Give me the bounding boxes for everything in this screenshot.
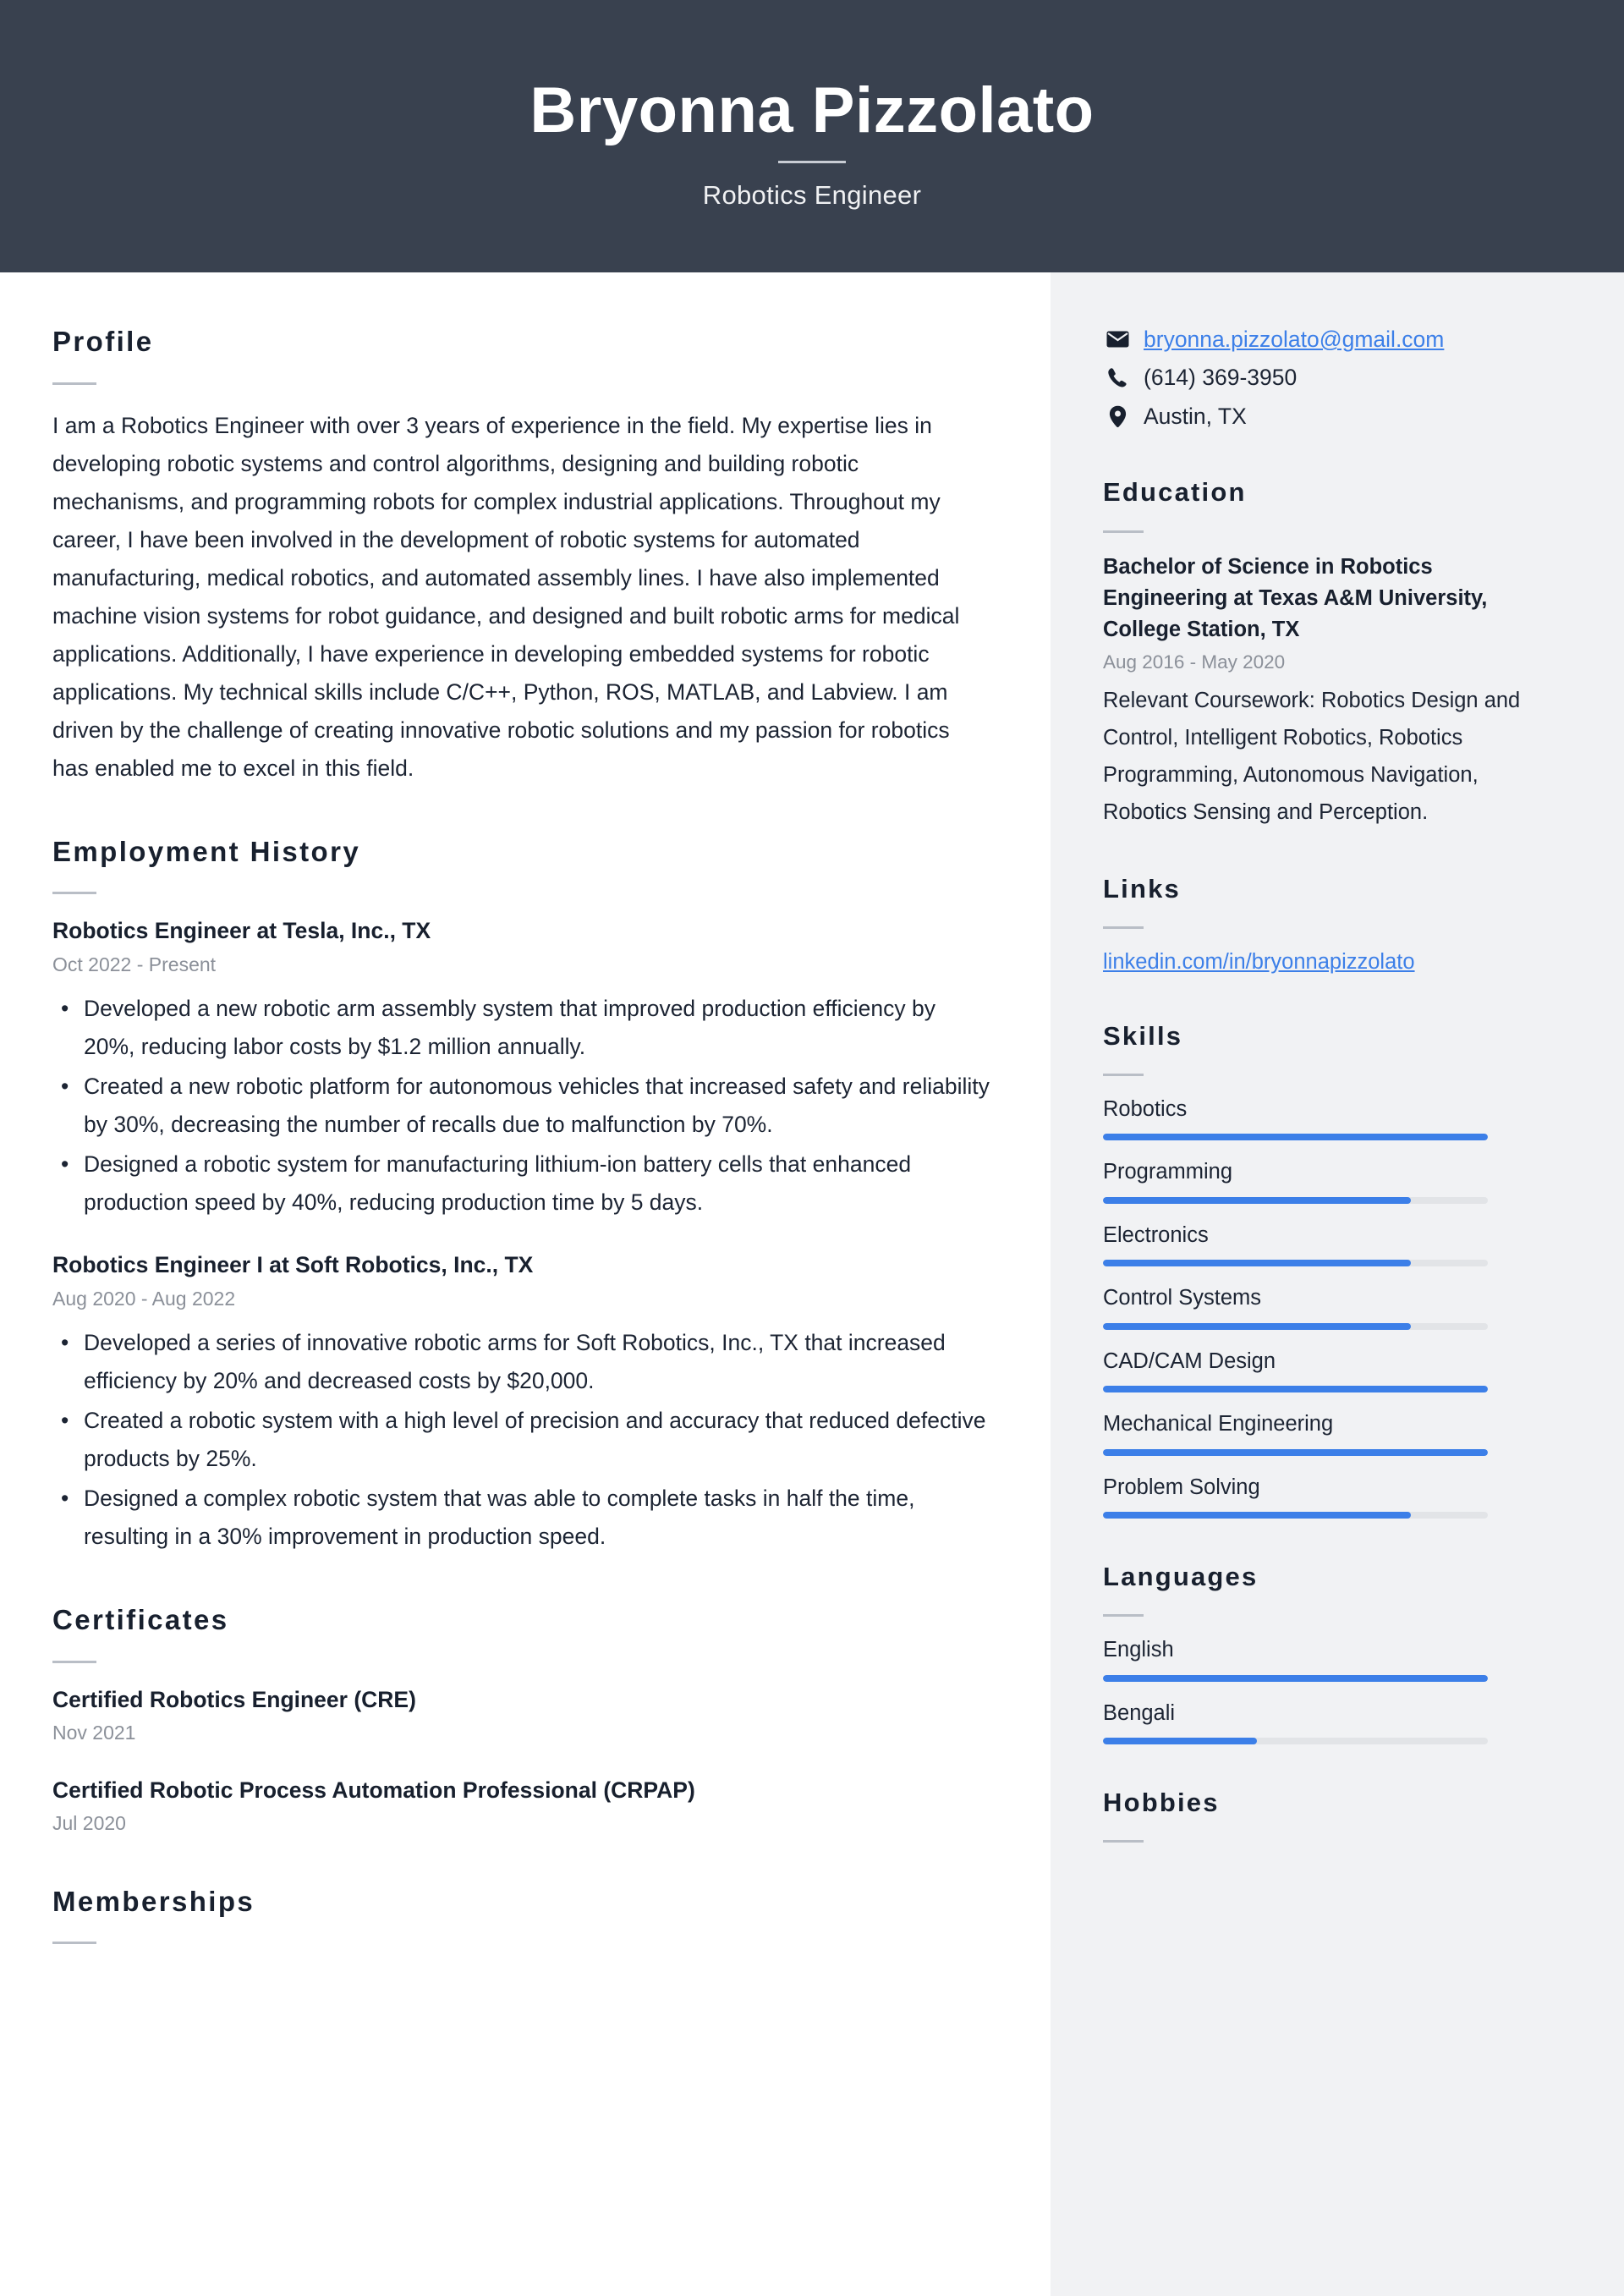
skill-item: [1103, 1221, 1548, 1266]
skill-label: CAD/CAM Design: [1103, 1348, 1276, 1373]
language-item: [1103, 1699, 1548, 1744]
location-pin-icon: [1103, 405, 1132, 428]
contact-email-value[interactable]: bryonna.pizzolato@gmail.com: [1144, 327, 1445, 352]
section-skills: [1103, 1020, 1548, 1519]
section-divider: [1103, 1074, 1144, 1076]
section-memberships: [52, 1885, 990, 1945]
employment-history-heading: Employment History: [52, 835, 361, 867]
language-label: Bengali: [1103, 1700, 1176, 1725]
skill-bar-track: [1103, 1449, 1488, 1456]
language-bar-fill: [1103, 1675, 1488, 1682]
skill-item: [1103, 1157, 1548, 1203]
section-divider: [1103, 1840, 1144, 1843]
section-education: [1103, 476, 1548, 831]
contact-details: [1103, 325, 1548, 431]
language-label: English: [1103, 1638, 1174, 1662]
profile-text: I am a Robotics Engineer with over 3 years of experience in the field. My expertise lies in developing robotic systems and control algorithms, designing and building robotic mechanisms, and programming robots for complex industrial applications. Throughout my career, I have been involved in the development of robotic systems for automated manufacturing, medical robotics, and automated assembly lines. I have also implemented machine vision systems for robot guidance, and designed and built robotic arms for medical applications. Additionally, I have experience in developing embedded systems for robotic applications. My technical skills include C/C++, Python, ROS, MATLAB, and Labview. I am driven by the challenge of creating innovative robotic solutions and my passion for robotics has enabled me to excel in this field.: [52, 412, 960, 781]
section-divider: [1103, 926, 1144, 929]
employment-bullet: • Created a robotic system with a high level of precision and accuracy that reduced defective products by 25%.: [52, 1402, 990, 1478]
skill-bar-fill: [1103, 1449, 1488, 1456]
section-divider: [52, 1942, 96, 1944]
certificate-date: Jul 2020: [52, 1812, 126, 1835]
employment-date: Oct 2022 - Present: [52, 953, 217, 975]
section-hobbies: [1103, 1787, 1548, 1843]
phone-icon: [1103, 367, 1132, 388]
job-title-subtitle: Robotics Engineer: [702, 180, 922, 211]
section-employment-history: [52, 835, 990, 1557]
skill-bar-track: [1103, 1512, 1488, 1519]
main-column: [0, 272, 1051, 2296]
skills-heading: Skills: [1103, 1020, 1183, 1051]
certificate-title: Certified Robotics Engineer (CRE): [52, 1686, 416, 1712]
skill-bar-fill: [1103, 1197, 1411, 1204]
link-linkedin[interactable]: linkedin.com/in/bryonnapizzolato: [1103, 950, 1415, 975]
skill-bar-track: [1103, 1323, 1488, 1330]
certificate-item: [52, 1685, 990, 1747]
languages-heading: Languages: [1103, 1562, 1259, 1592]
skill-label: Robotics: [1103, 1097, 1188, 1122]
skill-item: [1103, 1347, 1548, 1392]
hobbies-heading: Hobbies: [1103, 1788, 1220, 1818]
skill-label: Mechanical Engineering: [1103, 1412, 1334, 1436]
employment-date: Aug 2020 - Aug 2022: [52, 1287, 236, 1310]
email-icon: [1103, 331, 1132, 348]
certificate-item: [52, 1776, 990, 1837]
skill-label: Electronics: [1103, 1222, 1209, 1247]
education-date: Aug 2016 - May 2020: [1103, 651, 1286, 673]
page-title: Bryonna Pizzolato: [529, 74, 1095, 146]
skill-bar-track: [1103, 1260, 1488, 1266]
skill-bar-fill: [1103, 1134, 1488, 1140]
skill-bar-track: [1103, 1197, 1488, 1204]
skill-bar-track: [1103, 1134, 1488, 1140]
employment-item: [52, 1250, 990, 1556]
links-heading: Links: [1103, 874, 1181, 904]
skill-bar-fill: [1103, 1386, 1488, 1392]
section-divider: [52, 892, 96, 894]
skill-label: Control Systems: [1103, 1286, 1262, 1310]
employment-title: Robotics Engineer I at Soft Robotics, Inc., TX: [52, 1252, 534, 1278]
education-title: Bachelor of Science in Robotics Engineering at Texas A&M University, College Station, TX: [1103, 554, 1488, 641]
skill-bar-fill: [1103, 1323, 1411, 1330]
contact-location-value: Austin, TX: [1144, 403, 1247, 429]
education-item: [1103, 552, 1548, 832]
employment-bullet: • Developed a new robotic arm assembly system that improved production efficiency by 20%, reducing labor costs by $1.2 million annually.: [52, 990, 990, 1066]
skill-label: Programming: [1103, 1160, 1233, 1184]
skill-label: Problem Solving: [1103, 1475, 1260, 1499]
profile-heading: Profile: [52, 326, 154, 357]
employment-bullet: • Created a new robotic platform for autonomous vehicles that increased safety and reliability by 30%, decreasing the number of recalls due to malfunction by 70%.: [52, 1068, 990, 1144]
contact-email-row: [1103, 325, 1548, 354]
certificates-heading: Certificates: [52, 1604, 229, 1636]
section-links: [1103, 873, 1548, 978]
skill-item: [1103, 1409, 1548, 1455]
employment-title: Robotics Engineer at Tesla, Inc., TX: [52, 918, 431, 944]
section-languages: [1103, 1561, 1548, 1744]
employment-bullet: • Designed a complex robotic system that was able to complete tasks in half the time, resulting in a 30% improvement in production speed.: [52, 1480, 990, 1556]
memberships-heading: Memberships: [52, 1885, 255, 1917]
section-divider: [52, 382, 96, 385]
section-certificates: [52, 1603, 990, 1837]
section-divider: [1103, 530, 1144, 533]
sidebar-column: [1051, 272, 1624, 2296]
education-description: Relevant Coursework: Robotics Design and Control, Intelligent Robotics, Robotics Programming, Autonomous Navigation, Robotics Sensing and Perception.: [1103, 689, 1521, 824]
skill-item: [1103, 1283, 1548, 1329]
employment-bullet: • Developed a series of innovative robotic arms for Soft Robotics, Inc., TX that increased efficiency by 20% and decreased costs by $20,000.: [52, 1324, 990, 1400]
skill-bar-fill: [1103, 1260, 1411, 1266]
employment-bullets: [52, 1324, 990, 1556]
skill-bar-fill: [1103, 1512, 1411, 1519]
employment-bullet: • Designed a robotic system for manufacturing lithium-ion battery cells that enhanced production speed by 40%, reducing production time by 5 days.: [52, 1145, 990, 1222]
employment-item: [52, 916, 990, 1222]
employment-bullets: [52, 990, 990, 1222]
language-item: [1103, 1635, 1548, 1681]
certificate-date: Nov 2021: [52, 1722, 136, 1744]
section-divider: [52, 1661, 96, 1663]
resume-body: [0, 272, 1624, 2296]
section-divider: [1103, 1614, 1144, 1617]
section-profile: [52, 325, 990, 788]
skill-item: [1103, 1095, 1548, 1140]
language-bar-track: [1103, 1675, 1488, 1682]
skill-item: [1103, 1473, 1548, 1519]
education-heading: Education: [1103, 477, 1247, 508]
language-bar-fill: [1103, 1738, 1257, 1744]
header-divider: [778, 161, 846, 163]
contact-location-row: [1103, 402, 1548, 431]
contact-phone-value: (614) 369-3950: [1144, 365, 1298, 391]
certificate-title: Certified Robotic Process Automation Professional (CRPAP): [52, 1777, 695, 1803]
skill-bar-track: [1103, 1386, 1488, 1392]
language-bar-track: [1103, 1738, 1488, 1744]
resume-header: [0, 0, 1624, 272]
contact-phone-row: [1103, 363, 1548, 392]
